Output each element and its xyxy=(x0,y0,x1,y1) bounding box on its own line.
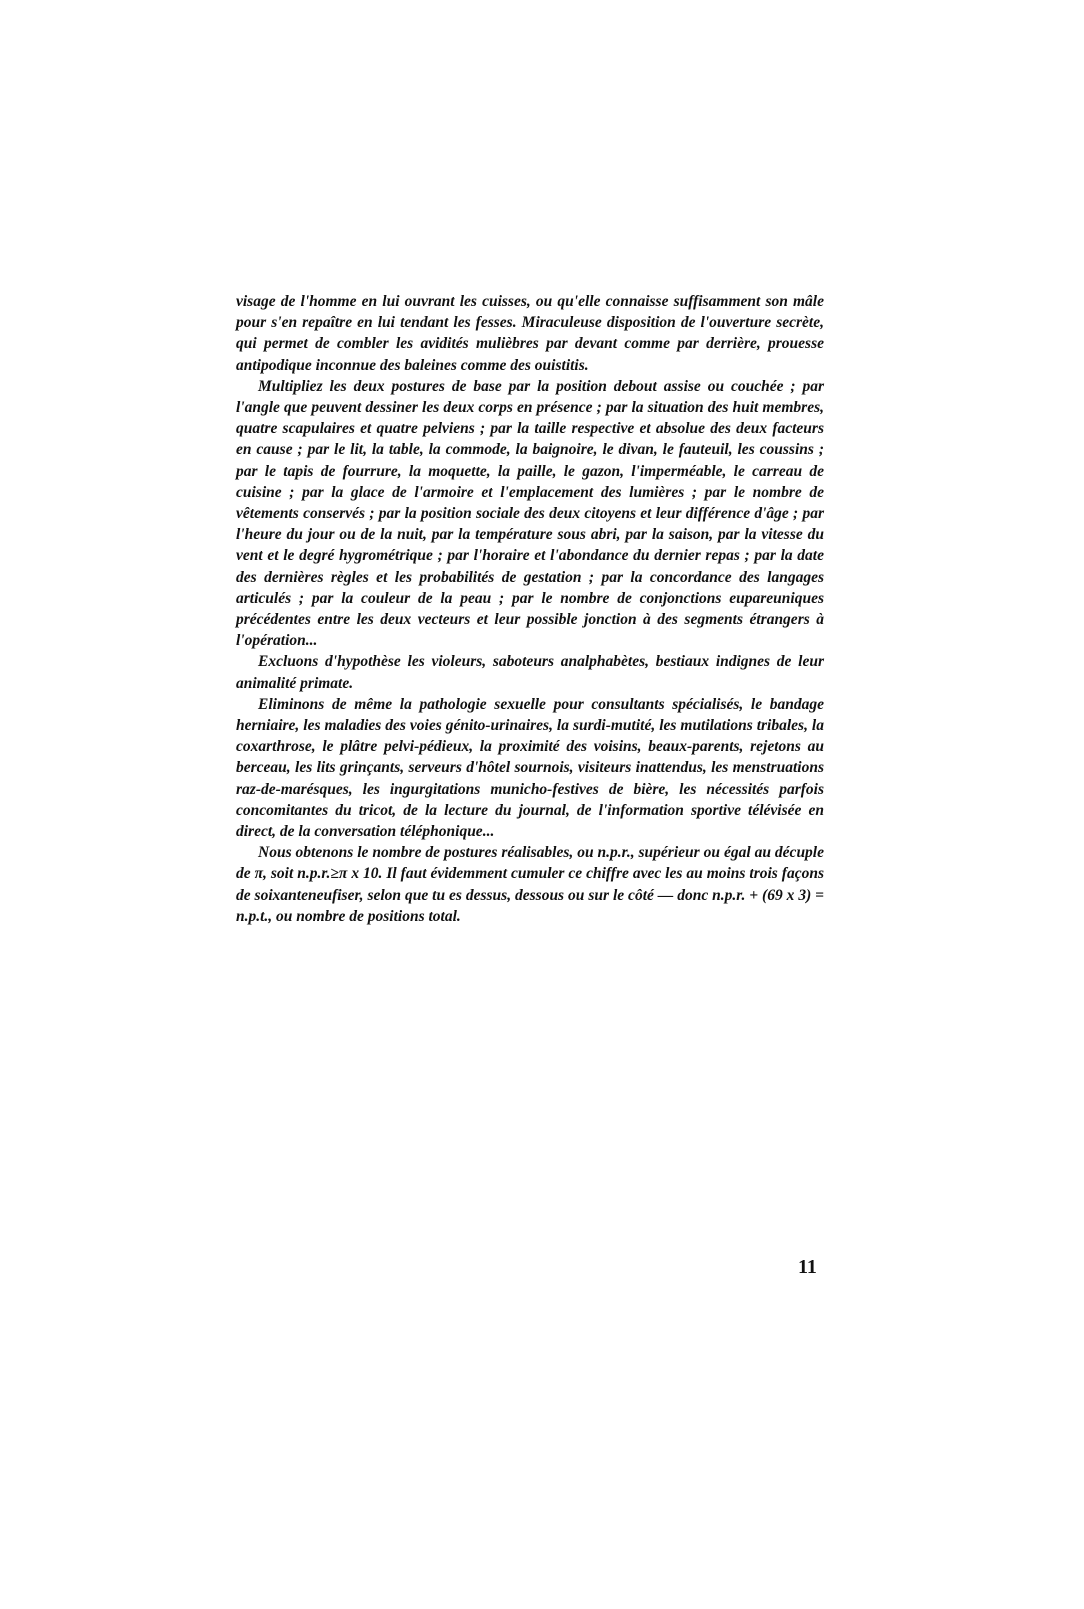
paragraph-3: Excluons d'hypothèse les violeurs, saboteurs analphabètes, bestiaux indignes de leur animalité primate. xyxy=(236,653,824,692)
paragraph-4: Eliminons de même la pathologie sexuelle pour consultants spécialisés, le bandage herniaire, les maladies des voies génito-urinaires, la surdi-mutité, les mutilations tribales, la coxarthrose, le plâtre pelvi-pédieux, la proximité des voisins, beaux-parents, rejetons au berceau, les lits grinçants, serveurs d'hôtel sournois, visiteurs inattendus, les menstruations raz-de-marésques, les ingurgitations municho-festives de bière, les nécessités parfois concomitantes du tricot, de la lecture du journal, de l'information sportive télévisée en direct, de la conversation téléphonique... xyxy=(236,695,824,841)
paragraph-1: visage de l'homme en lui ouvrant les cuisses, ou qu'elle connaisse suffisamment son mâle pour s'en repaître en lui tendant les fesses. Miraculeuse disposition de l'ouverture secrète, qui permet de combler les avidités mulièbres par devant comme par derrière, prouesse antipodique inconnue des baleines comme des ouistitis. xyxy=(236,293,824,374)
page-number: 11 xyxy=(798,1256,817,1278)
paragraph-5: Nous obtenons le nombre de postures réalisables, ou n.p.r., supérieur ou égal au décuple de π, soit n.p.r.≥π x 10. Il faut évidemment cumuler ce chiffre avec les au moins trois façons de soixanteneufiser, selon que tu es dessus, dessous ou sur le côté — donc n.p.r. + (69 x 3) = n.p.t., ou nombre de positions total. xyxy=(236,844,824,925)
paragraph-2: Multipliez les deux postures de base par la position debout assise ou couchée ; par l'angle que peuvent dessiner les deux corps en présence ; par la situation des huit membres, quatre scapulaires et quatre pelviens ; par la taille respective et absolue des deux facteurs en cause ; par le lit, la table, la commode, la baignoire, le divan, le fauteuil, les coussins ; par le tapis de fourrure, la moquette, la paille, le gazon, l'imperméable, le carreau de cuisine ; par la glace de l'armoire et l'emplacement des lumières ; par le nombre de vêtements conservés ; par la position sociale des deux citoyens et leur différence d'âge ; par l'heure du jour ou de la nuit, par la température sous abri, par la saison, par la vitesse du vent et le degré hygrométrique ; par l'horaire et l'abondance du dernier repas ; par la date des dernières règles et les probabilités de gestation ; par la concordance des langages articulés ; par la couleur de la peau ; par le nombre de conjonctions eupareuniques précédentes entre les deux vecteurs et leur possible jonction à des segments étrangers à l'opération... xyxy=(236,377,824,650)
body-text xyxy=(236,291,824,927)
